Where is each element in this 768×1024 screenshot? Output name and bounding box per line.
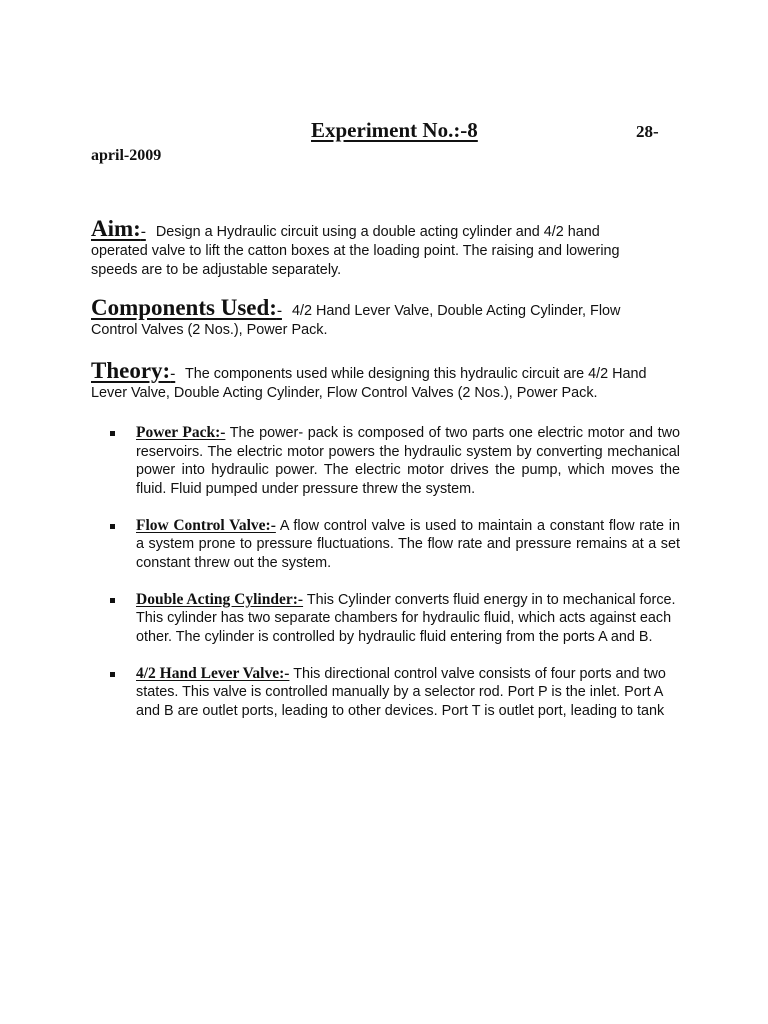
bullet-square-icon	[110, 672, 115, 677]
bullet-square-icon	[110, 431, 115, 436]
theory-label-suffix: -	[170, 366, 176, 382]
components-label: Components Used:	[91, 295, 277, 320]
theory-section	[91, 358, 651, 403]
components-label-suffix: -	[276, 303, 282, 319]
list-item	[110, 424, 680, 498]
date-part-1: 28-	[636, 122, 659, 141]
experiment-title: Experiment No.:-8	[311, 118, 478, 142]
aim-label: Aim:	[91, 216, 141, 241]
bullet-square-icon	[110, 524, 115, 529]
components-heading	[91, 295, 282, 320]
bullet-label: Flow Control Valve:-	[136, 516, 276, 534]
theory-heading	[91, 358, 175, 383]
bullet-label: Double Acting Cylinder:-	[136, 590, 304, 608]
components-text: 4/2 Hand Lever Valve, Double Acting Cylinder, Flow Control Valves (2 Nos.), Power Pack.	[91, 303, 621, 338]
aim-heading	[91, 216, 146, 241]
bullet-text: This directional control valve consists of four ports and two states. This valve is controlled manually by a selector rod. Port P is the inlet. Port A and B are outlet ports, leading to other devices. Port T is outlet port, leading to tank	[136, 665, 666, 719]
bullet-label: Power Pack:-	[136, 424, 226, 441]
aim-section	[91, 216, 651, 280]
theory-text: The components used while designing this hydraulic circuit are 4/2 Hand Lever Valve, Double Acting Cylinder, Flow Control Valves (2 Nos.), Power Pack.	[91, 366, 647, 401]
aim-text: Design a Hydraulic circuit using a double acting cylinder and 4/2 hand operated valve to lift the catton boxes at the loading point. The raising and lowering speeds are to be adjustable separately.	[91, 224, 620, 278]
bullet-text: This Cylinder converts fluid energy in to mechanical force. This cylinder has two separate chambers for hydraulic fluid, which acts against each other. The cylinder is controlled by hydraulic fluid entering from the ports A and B.	[136, 591, 676, 645]
bullet-text: The power- pack is composed of two parts one electric motor and two reservoirs. The electric motor powers the hydraulic system by converting mechanical power into hydraulic power. The electric motor drives the pump, which moves the fluid. Fluid pumped under pressure threw the system.	[136, 425, 680, 497]
bullet-square-icon	[110, 598, 115, 603]
theory-label: Theory:	[91, 358, 171, 383]
list-item	[110, 517, 680, 573]
aim-label-suffix: -	[140, 224, 146, 240]
component-list	[110, 424, 680, 739]
bullet-text: A flow control valve is used to maintain a constant flow rate in a system prone to pressure fluctuations. The flow rate and pressure remains at a set constant threw out the system.	[136, 517, 680, 571]
date-part-2: april-2009	[91, 147, 162, 164]
list-item	[110, 591, 680, 647]
list-item	[110, 665, 680, 721]
components-section	[91, 295, 651, 340]
bullet-label: 4/2 Hand Lever Valve:-	[136, 664, 290, 682]
